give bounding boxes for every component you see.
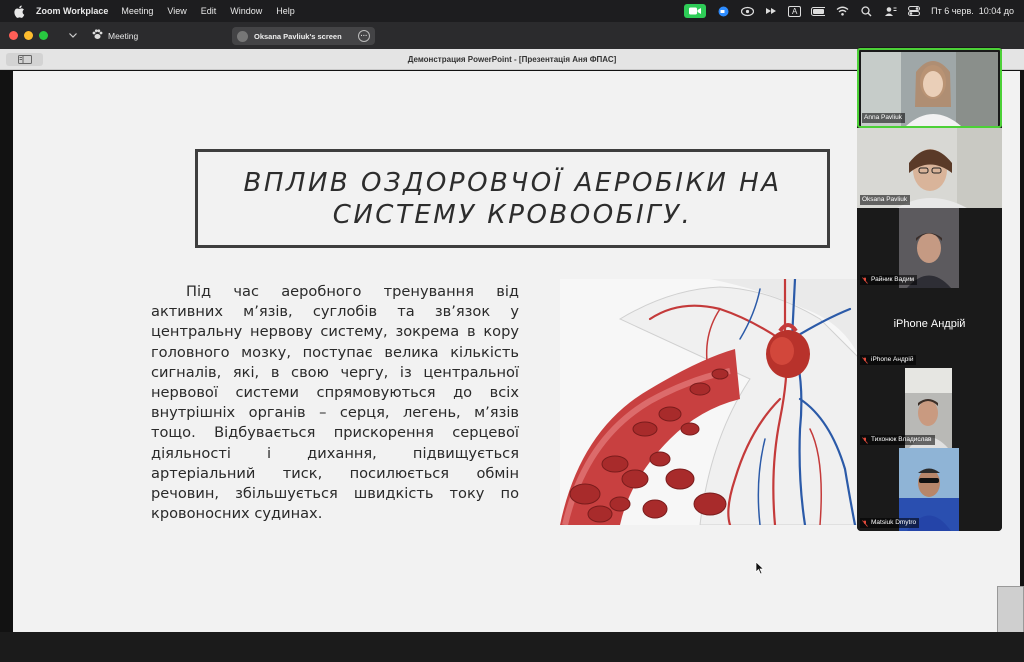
participant-tile[interactable] [857,448,1002,531]
close-window-button[interactable] [9,31,18,40]
participant-tile[interactable] [857,208,1002,288]
meeting-label: Meeting [108,30,139,41]
participant-tile[interactable] [857,128,1002,208]
macos-menubar [0,0,1024,22]
slide-title: ВПЛИВ ОЗДОРОВЧОЇ АЕРОБІКИ НА СИСТЕМУ КРОВООБІГУ. [243,167,782,230]
screen-share-status-icon[interactable] [740,4,754,18]
camera-in-use-icon[interactable] [684,4,706,18]
input-source-indicator[interactable]: A [788,6,801,17]
zoom-status-icon[interactable] [716,4,730,18]
participant-name-label [860,435,935,445]
screen-share-label: Oksana Pavliuk's screen [254,31,342,41]
participant-name-label [862,113,905,123]
menu-help[interactable]: Help [276,6,295,16]
sidebar-toggle-button[interactable] [6,53,43,66]
more-options-button[interactable]: ··· [358,30,370,42]
participant-name: Matsiuk Dmytro [871,519,917,526]
slide-title-box [195,149,830,248]
participant-name: Oksana Pavliuk [862,196,908,203]
microphone-muted-icon [862,277,868,284]
microphone-muted-icon [862,520,868,527]
participant-name: Anna Pavliuk [864,114,902,121]
slide-body-text: Під час аеробного тренування від активних м’язів, суглобів та зв’язок у центральну нервову систему, зокрема в кору головного мозку, поступає велика кількість сигналів, які, в свою чергу, із центральної нервової системи спрямовуються до всіх внутрішніх органів – серця, легень, м’язів тощо. Відбувається прискорення серцевої діяльності і дихання, підвищується артеріальний тиск, посилюється обмін речовин, збільшується швидкість току по кровоносних судинах. [151,283,519,523]
meeting-button[interactable] [92,29,138,42]
wifi-icon[interactable] [835,4,849,18]
apple-icon[interactable] [12,4,26,18]
control-center-icon[interactable] [907,4,921,18]
window-title: Демонстрация PowerPoint - [Презентація Аня ФПАС] [407,54,617,64]
menu-edit[interactable]: Edit [200,6,217,16]
chevron-down-icon[interactable] [68,31,78,41]
participant-tile[interactable] [857,368,1002,448]
participant-display-name: iPhone Андрій [893,318,966,330]
user-switch-icon[interactable] [883,4,897,18]
menu-meeting[interactable]: Meeting [121,6,154,16]
participant-tile[interactable] [857,288,1002,368]
bottom-bar [0,632,1024,662]
avatar [237,31,248,42]
mouse-cursor-icon [755,561,765,575]
paw-icon [92,29,103,42]
circulatory-system-illustration [560,279,860,525]
participant-gallery[interactable] [857,47,1002,531]
battery-icon[interactable] [811,4,825,18]
participant-name: iPhone Андрій [871,356,914,363]
participant-tile[interactable] [857,48,1002,128]
search-icon[interactable] [859,4,873,18]
participant-name-label [860,275,917,285]
microphone-muted-icon [862,357,868,364]
zoom-window-toolbar [0,22,1024,49]
participant-name-label [860,518,919,528]
participant-name: Тихонюк Владислав [871,436,932,443]
window-controls [9,31,48,40]
participant-name-label [860,195,910,205]
menu-view[interactable]: View [167,6,187,16]
participant-name-label [860,355,916,365]
screen-share-indicator[interactable] [232,27,375,45]
minimize-window-button[interactable] [24,31,33,40]
media-control-icon[interactable] [764,4,778,18]
microphone-muted-icon [862,437,868,444]
date-time[interactable]: Пт 6 черв. 10:04 до [931,6,1014,16]
fullscreen-window-button[interactable] [39,31,48,40]
menu-window[interactable]: Window [230,6,263,16]
app-name[interactable]: Zoom Workplace [36,6,109,16]
participant-name: Райник Вадим [871,276,915,283]
